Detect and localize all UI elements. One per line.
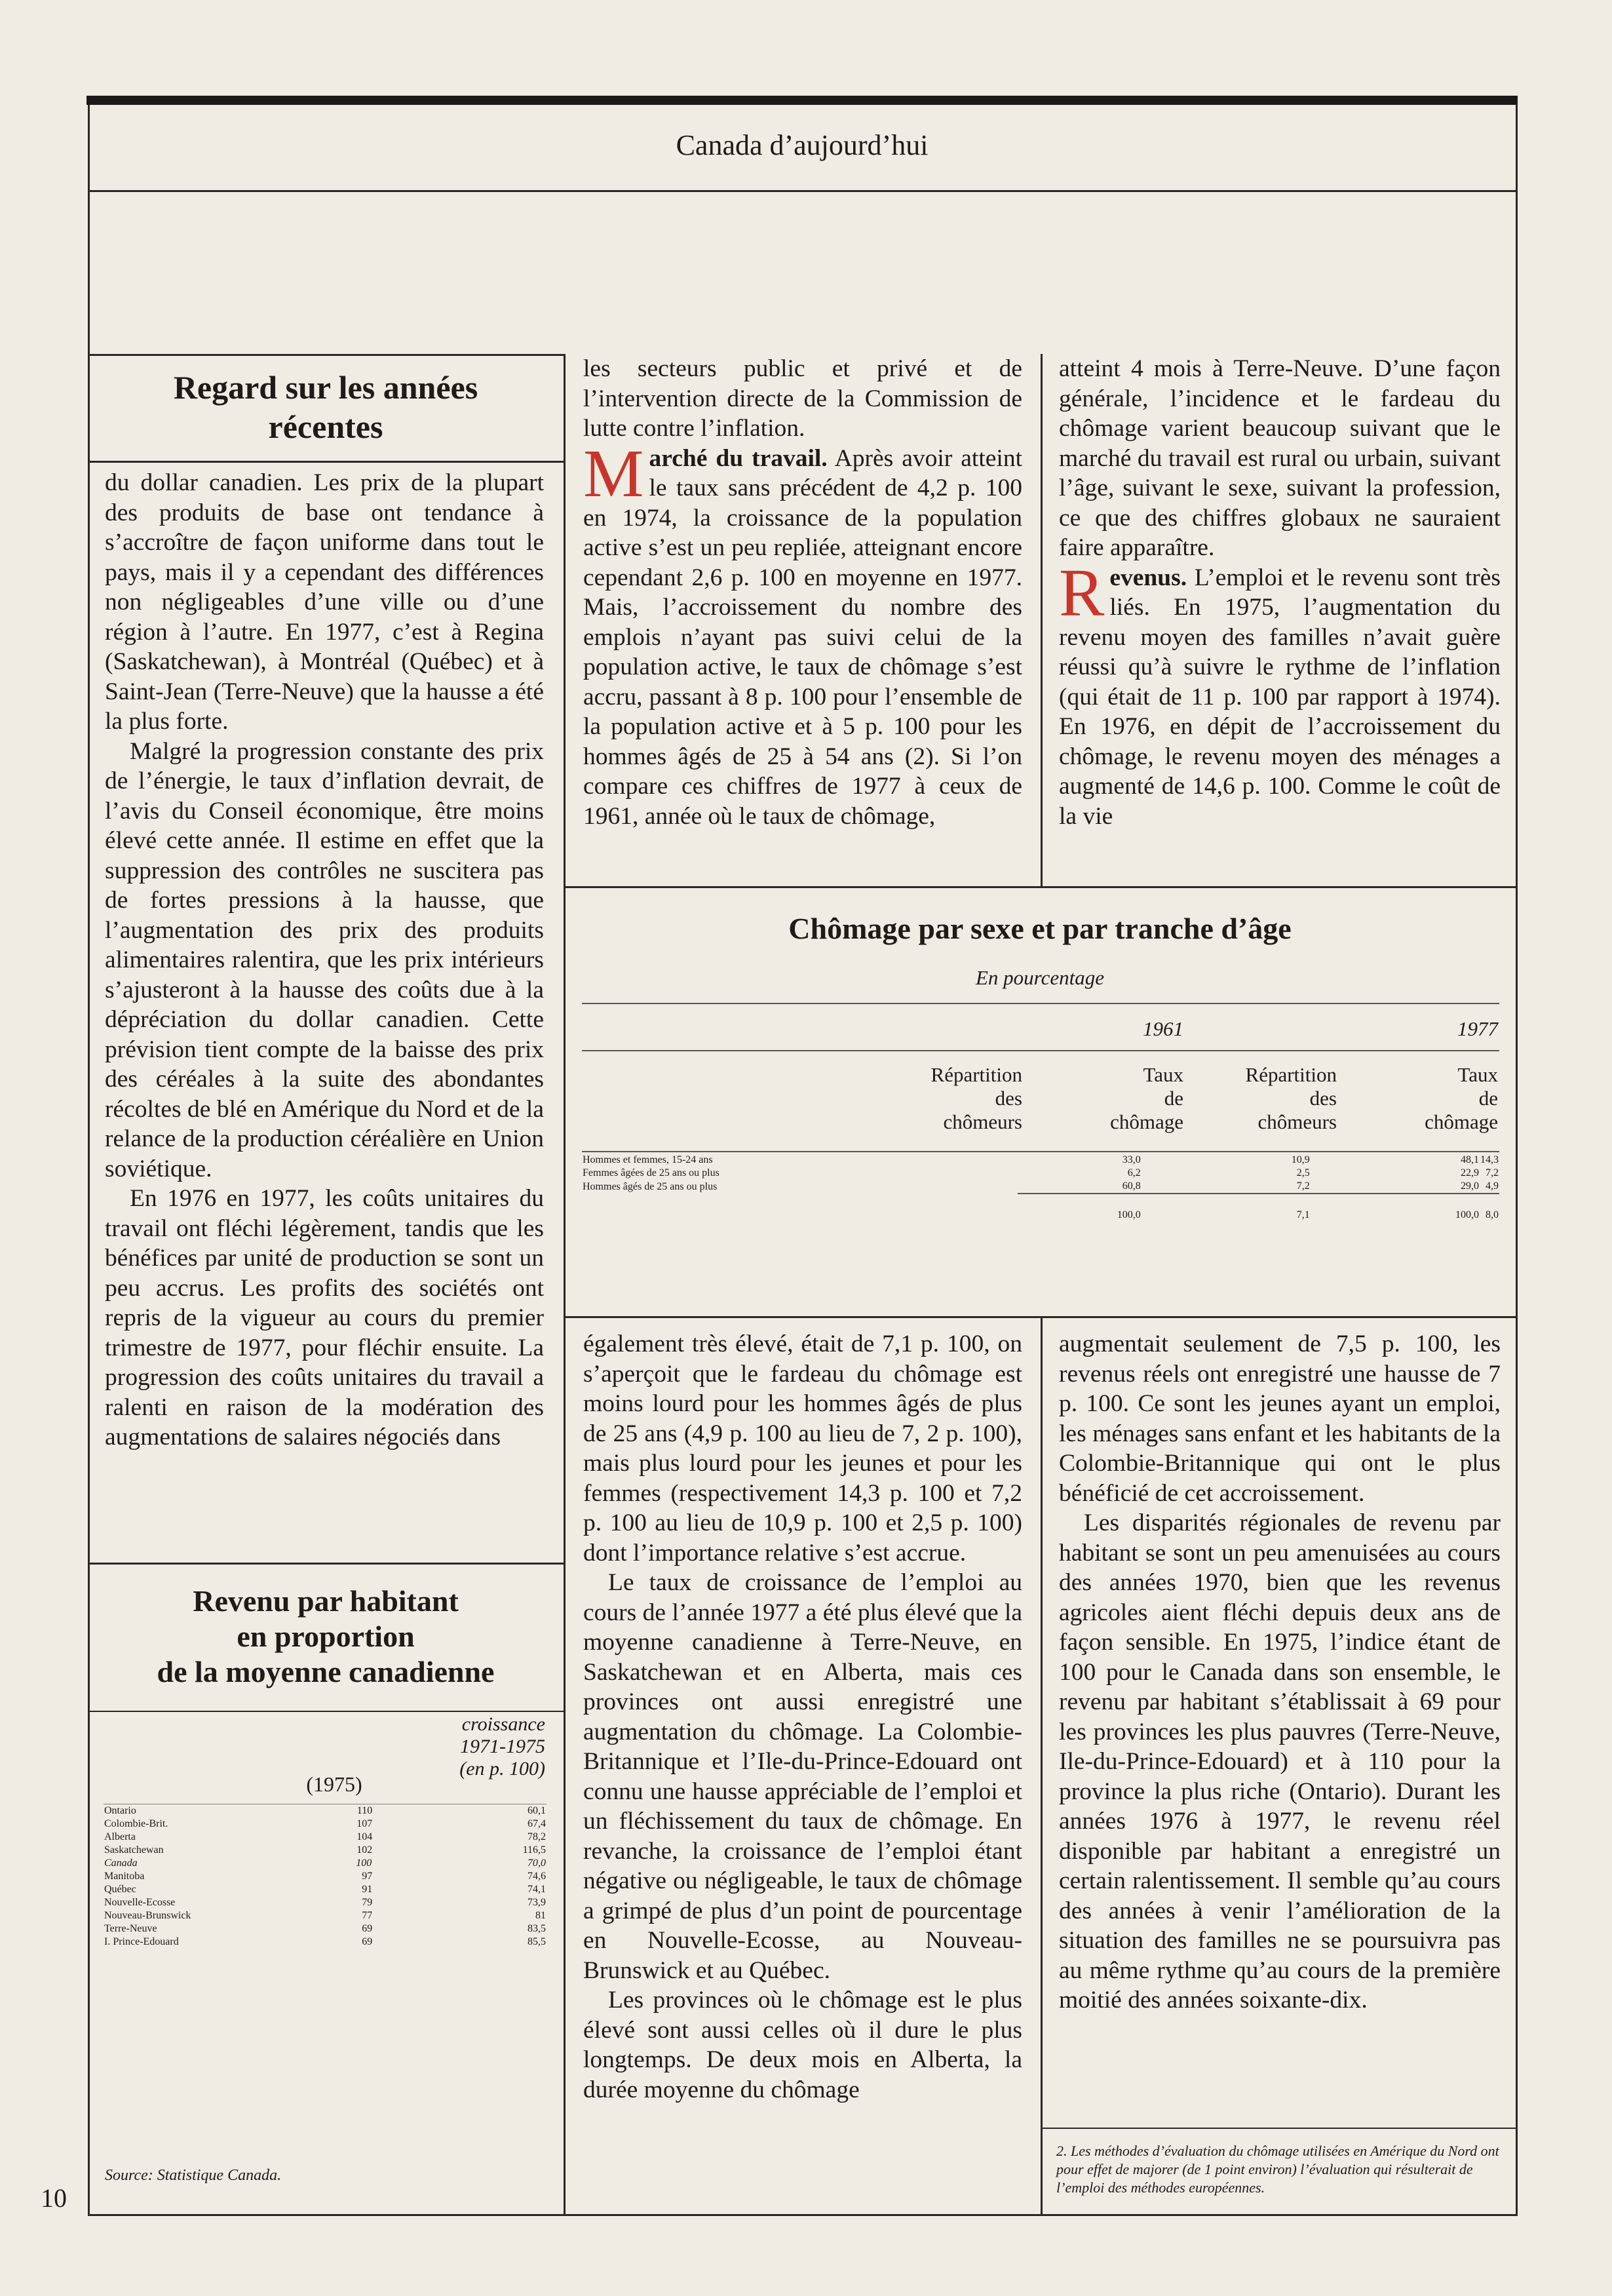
revenu-table — [104, 1804, 547, 1949]
table-row — [582, 1167, 1499, 1180]
revenu-col-year-header: (1975) — [306, 1772, 362, 1796]
chomage-year-1977: 1977 — [1457, 1017, 1498, 1040]
table-row — [104, 1844, 547, 1857]
section-box-title-line1: Regard sur les années — [173, 369, 478, 406]
cell-growth: 78,2 — [528, 1831, 546, 1842]
revenu-title-line1: Revenu par habitant — [193, 1584, 459, 1618]
cell-growth: 73,9 — [528, 1897, 546, 1908]
table-row — [104, 1804, 547, 1818]
cell-1975: 69 — [362, 1923, 373, 1934]
paragraph: Malgré la progression constante des prix de l’énergie, le taux d’inflation devrait, de l’avis du Conseil économique, être moins élevé cette année. Il estime en effet que la suppression des contrôles ne suscitera pas de fortes pressions à la hausse, que l’augmentation des prix des produits alimentaires ralentira, que les prix intérieurs s’ajusteront à la hausse des coûts due à la dépréciation du dollar canadien. Cette prévision tient compte de la baisse des prix des céréales à la suite des abondantes récoltes de blé en Amérique du Nord et de la relance de la production céréalière en Union soviétique. — [105, 737, 544, 1182]
table-row — [104, 1896, 547, 1909]
cell-taux-1961: 2,5 — [1296, 1167, 1310, 1178]
chomage-header-taux-1977: Taux de chômage — [1425, 1063, 1498, 1133]
chomage-header-rep-1961: Répartition des chômeurs — [931, 1063, 1022, 1133]
total-rep-1961: 100,0 — [1117, 1209, 1141, 1220]
table-row — [582, 1154, 1499, 1167]
cell-growth: 70,0 — [528, 1858, 546, 1869]
cell-growth: 85,5 — [528, 1936, 546, 1947]
cell-growth: 83,5 — [528, 1923, 546, 1934]
revenu-source: Source: Statistique Canada. — [105, 2167, 282, 2184]
footnote-rule — [1042, 2128, 1518, 2129]
chomage-header-rule — [582, 1151, 1499, 1152]
cell-growth: 74,1 — [528, 1884, 546, 1895]
top-rule — [86, 96, 1518, 105]
chomage-header-rep-1977: Répartition des chômeurs — [1245, 1063, 1337, 1133]
table-row — [104, 1857, 547, 1870]
table-row — [104, 1922, 547, 1936]
chomage-year-rule — [582, 1050, 1499, 1051]
paragraph: Les disparités régionales de revenu par habitant se sont un peu amenuisées au cours des années 1970, bien que les revenus agricoles aient fléchi depuis deux ans de façon sensible. En 1975, l’indice étant de 100 pour le Canada dans son ensemble, le revenu par habitant s’établissait à 69 pour les provinces les plus pauvres (Terre-Neuve, Ile-du-Prince-Edouard) et à 110 pour la province la plus riche (Ontario). Durant les années 1976 à 1977, le revenu réel disponible par habitant a enregistré un certain ralentissement. Il semble qu’au cours des années à venir l’amélioration de la situation des familles ne se poursuivra pas au même rythme qu’au cours de la première moitié des années soixante-dix. — [1059, 1509, 1501, 2014]
row-label: Saskatchewan — [104, 1844, 164, 1856]
row-label: Terre-Neuve — [104, 1923, 157, 1934]
header-rule — [88, 190, 1518, 192]
lead-in: evenus. — [1109, 564, 1187, 591]
chomage-box-top-rule — [564, 886, 1518, 888]
cell-1975: 102 — [356, 1844, 373, 1856]
row-label: Femmes âgées de 25 ans ou plus — [583, 1167, 720, 1178]
cell-taux-1977: 4,9 — [1480, 1180, 1499, 1194]
lead-in: arché du travail. — [649, 444, 828, 472]
cell-growth: 81 — [535, 1910, 546, 1921]
cell-1975: 77 — [362, 1910, 373, 1921]
row-label: Canada — [104, 1858, 138, 1869]
section-box-title-line2: récentes — [268, 408, 383, 445]
column-1-text — [105, 468, 544, 1543]
cell-rep-1977: 29,0 — [1311, 1180, 1480, 1194]
paragraph: atteint 4 mois à Terre-Neuve. D’une façon générale, l’incidence et le fardeau du chômage varient beaucoup suivant que le marché du travail est rural ou urbain, suivant l’âge, suivant le sexe, suivant la profession, ce que des chiffres globaux ne sauraient faire apparaître. — [1059, 355, 1501, 561]
frame-right — [1516, 105, 1518, 2215]
cell-1975: 79 — [362, 1897, 373, 1908]
revenu-title-line2: en proportion — [237, 1620, 415, 1653]
row-label: Nouvelle-Ecosse — [104, 1897, 176, 1908]
cell-1975: 107 — [356, 1818, 373, 1829]
chomage-table-subtitle: En pourcentage — [976, 966, 1104, 989]
chomage-table-title: Chômage par sexe et par tranche d’âge — [788, 912, 1292, 945]
row-label: I. Prince-Edouard — [104, 1936, 179, 1947]
cell-rep-1977: 22,9 — [1460, 1167, 1479, 1178]
revenu-col-growth-header: croissance 1971-1975 (en p. 100) — [459, 1713, 545, 1780]
cell-1975: 110 — [356, 1805, 373, 1816]
cell-rep-1961: 60,8 — [1018, 1180, 1142, 1194]
footnote: 2. Les méthodes d’évaluation du chômage utilisées en Amérique du Nord ont pour effet de majorer (de 1 point environ) l’évaluation qui résulterait de l’emploi des méthodes européennes. — [1056, 2143, 1499, 2196]
row-label: Ontario — [104, 1805, 136, 1816]
column-2-bottom-text — [583, 1329, 1022, 2208]
cell-1975: 100 — [356, 1858, 372, 1869]
running-header: Canada d’aujourd’hui — [676, 129, 929, 161]
total-taux-1961: 7,1 — [1296, 1209, 1310, 1220]
revenu-title-rule — [88, 1711, 564, 1712]
total-taux-1977: 8,0 — [1486, 1209, 1499, 1220]
section-box — [88, 354, 564, 463]
paragraph: Le taux de croissance de l’emploi au cours de l’année 1977 a été plus élevé que la moyenne canadienne à Terre-Neuve, en Saskatchewan et en Alberta, mais ces provinces ont aussi enregistré une augmentation du chômage. La Colombie-Britannique et l’Ile-du-Prince-Edouard ont connu une hausse appréciable de l’emploi et un fléchissement du taux de chômage. En revanche, la croissance de l’emploi étant négative ou négligeable, le taux de chômage a grimpé de plus d’un point de pourcentage en Nouvelle-Ecosse, au Nouveau-Brunswick et au Québec. — [583, 1569, 1022, 1984]
table-row — [104, 1831, 547, 1844]
revenu-title-line3: de la moyenne canadienne — [157, 1655, 495, 1688]
chomage-year-1961: 1961 — [1143, 1017, 1183, 1040]
paragraph: augmentait seulement de 7,5 p. 100, les revenus réels ont enregistré une hausse de 7 p. 100. Ce sont les jeunes ayant un emploi, les ménages sans enfant et les habitants de la Colombie-Britannique qui ont le plus bénéficié de cet accroissement. — [1059, 1331, 1501, 1507]
cell-1975: 97 — [362, 1871, 373, 1882]
col-divider-2-bottom — [1041, 1317, 1043, 2215]
column-3-top-text — [1059, 354, 1501, 878]
cell-growth: 74,6 — [528, 1871, 546, 1882]
row-label: Nouveau-Brunswick — [104, 1910, 191, 1921]
table-row — [104, 1936, 547, 1949]
revenu-table-title — [88, 1584, 564, 1690]
row-label: Québec — [104, 1884, 136, 1895]
cell-taux-1961: 7,2 — [1142, 1180, 1311, 1194]
paragraph: En 1976 en 1977, les coûts unitaires du travail ont fléchi légèrement, tandis que les bénéfices par unité de production se sont un peu accrus. Les profits des sociétés ont repris de la vigueur au cours du premier trimestre de 1977, pour fléchir ensuite. La progression des coûts unitaires du travail a ralenti en raison de la modération des augmentations de salaires négociés dans — [105, 1185, 544, 1450]
table-row — [104, 1870, 547, 1883]
cell-1975: 69 — [362, 1936, 373, 1947]
row-label: Hommes âgés de 25 ans ou plus — [583, 1180, 718, 1192]
col-divider-2-top — [1041, 354, 1043, 886]
chomage-subtitle-rule — [582, 1003, 1499, 1004]
paragraph-revenus: Revenus. L’emploi et le revenu sont très liés. En 1975, l’augmentation du revenu moyen des familles n’avait guère réussi qu’à suivre le rythme de l’inflation (qui était de 11 p. 100 par rapport à 1974). En 1976, en dépit de l’accroissement du chômage, le revenu moyen des ménages a augmenté de 14,6 p. 100. Comme le coût de la vie — [1059, 555, 1501, 830]
row-label: Alberta — [104, 1831, 136, 1842]
cell-rep-1961: 6,2 — [1127, 1167, 1141, 1178]
paragraph-marche: Marché du travail. Après avoir atteint le taux sans précédent de 4,2 p. 100 en 1974, la croissance de la population active s’est un peu repliée, atteignant encore cependant 2,6 p. 100 en moyenne en 1977. Mais, l’accroissement du nombre des emplois n’ayant pas suivi celui de la population active, le taux de chômage s’est accru, passant à 8 p. 100 pour l’ensemble de la population active et à 5 p. 100 pour les hommes âgés de 25 à 54 ans (2). Si l’on compare ces chiffres de 1977 à ceux de 1961, année où le taux de chômage, — [583, 435, 1022, 830]
col-divider-1 — [564, 354, 566, 2215]
column-2-top-text — [583, 354, 1022, 878]
frame-bottom — [88, 2214, 1518, 2216]
dropcap: M — [583, 435, 644, 511]
row-label: Hommes et femmes, 15-24 ans — [583, 1154, 713, 1165]
table-row — [104, 1883, 547, 1896]
paragraph: du dollar canadien. Les prix de la plupart des produits de base ont tendance à s’accroître de façon uniforme dans tout le pays, mais il y a cependant des différences non négligeables d’une ville ou d’une région à l’autre. En 1977, c’est à Regina (Saskatchewan), à Montréal (Québec) et à Saint-Jean (Terre-Neuve) que la hausse a été la plus forte. — [105, 469, 544, 735]
cell-1975: 91 — [362, 1884, 373, 1895]
row-label: Manitoba — [104, 1871, 145, 1882]
revenu-box-top-rule — [88, 1563, 564, 1565]
table-row — [104, 1909, 547, 1922]
table-total-row — [582, 1194, 1499, 1236]
chomage-header-taux-1961: Taux de chômage — [1110, 1063, 1183, 1133]
column-3-bottom-text — [1059, 1329, 1501, 2122]
chomage-table — [582, 1154, 1499, 1236]
table-row — [582, 1180, 1499, 1194]
page-number: 10 — [41, 2183, 67, 2213]
paragraph: les secteurs public et privé et de l’intervention directe de la Commission de lutte contre l’inflation. — [583, 355, 1022, 442]
cell-growth: 60,1 — [528, 1805, 546, 1816]
cell-growth: 67,4 — [528, 1818, 546, 1829]
cell-1975: 104 — [356, 1831, 373, 1842]
cell-rep-1977: 48,1 — [1460, 1154, 1479, 1165]
row-label: Colombie-Brit. — [104, 1818, 168, 1829]
cell-growth: 116,5 — [522, 1844, 546, 1856]
cell-taux-1977: 7,2 — [1486, 1167, 1499, 1178]
total-rep-1977: 100,0 — [1455, 1209, 1479, 1220]
chomage-box-bottom-rule — [564, 1316, 1518, 1318]
cell-taux-1977: 14,3 — [1480, 1154, 1499, 1165]
table-row — [104, 1818, 547, 1831]
paragraph: également très élevé, était de 7,1 p. 100, on s’aperçoit que le fardeau du chômage est moins lourd pour les hommes âgés de plus de 25 ans (4,9 p. 100 au lieu de 7, 2 p. 100), mais plus lourd pour les jeunes et pour les femmes (respectivement 14,3 p. 100 et 7,2 p. 100 au lieu de 10,9 p. 100 et 2,5 p. 100) dont l’importance relative s’est accrue. — [583, 1331, 1022, 1566]
paragraph: Les provinces où le chômage est le plus élevé sont aussi celles où il dure le plus longtemps. De deux mois en Alberta, la durée moyenne du chômage — [583, 1987, 1022, 2103]
cell-rep-1961: 33,0 — [1122, 1154, 1141, 1165]
dropcap: R — [1059, 555, 1105, 631]
cell-taux-1961: 10,9 — [1291, 1154, 1310, 1165]
